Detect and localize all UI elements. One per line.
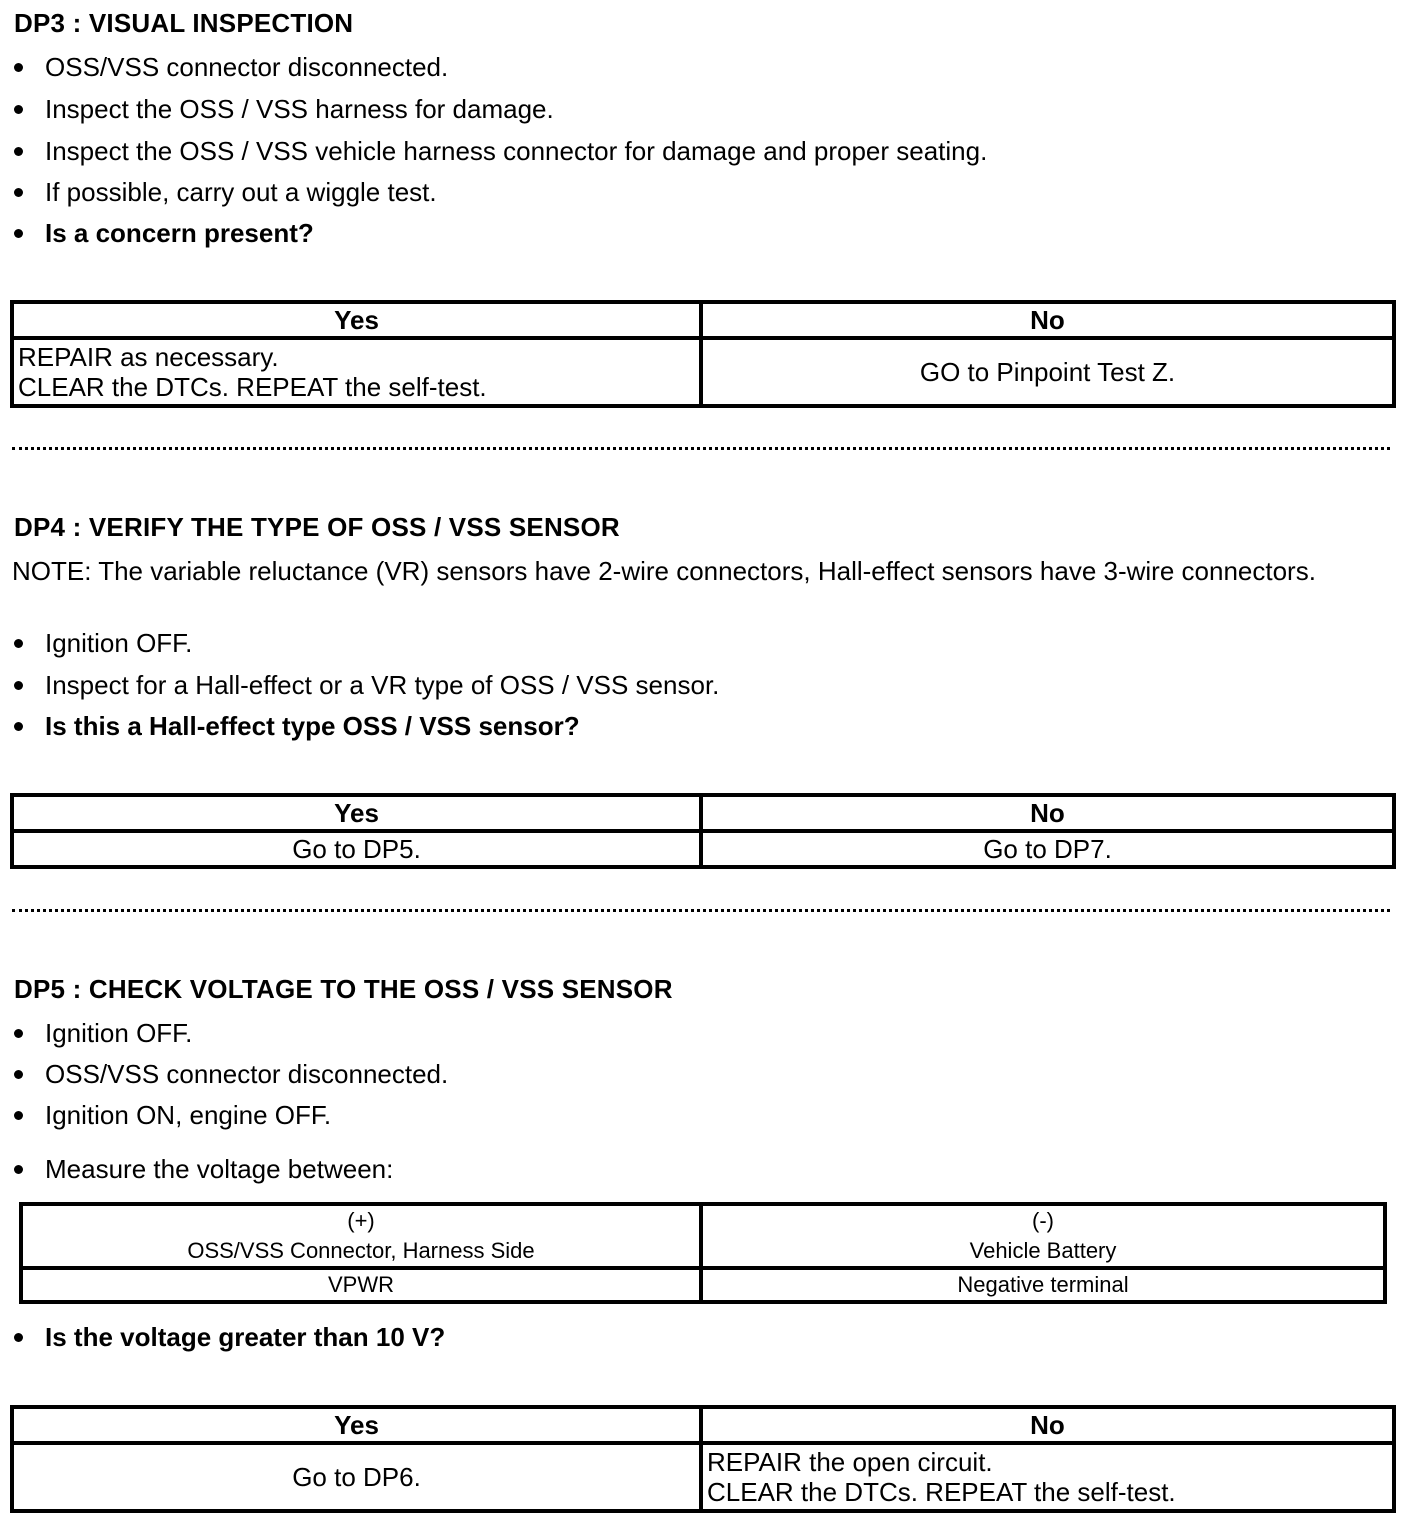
dp3-yes-line-2: CLEAR the DTCs. REPEAT the self-test. (18, 372, 487, 402)
dp5-question: Is the voltage greater than 10 V? (14, 1322, 445, 1353)
dp5-measure-table (19, 1202, 1387, 1304)
bullet-dot (14, 229, 23, 238)
dp5-no-cell (701, 1443, 1394, 1511)
dp4-question: Is this a Hall-effect type OSS / VSS sensor? (14, 711, 580, 742)
dp4-no-cell: Go to DP7. (701, 831, 1394, 867)
dp3-bullet-1: OSS/VSS connector disconnected. (14, 52, 448, 83)
dp4-bullet-1: Ignition OFF. (14, 628, 192, 659)
dp5-bullet-4: Measure the voltage between: (14, 1154, 393, 1185)
negative-symbol: (-) (1032, 1208, 1054, 1233)
dp5-bullet-1: Ignition OFF. (14, 1018, 192, 1049)
dp5-negative-value: Negative terminal (701, 1268, 1385, 1302)
bullet-dot (14, 105, 23, 114)
dp3-question: Is a concern present? (14, 218, 314, 249)
bullet-dot (14, 1333, 23, 1342)
dp3-bullet-4: If possible, carry out a wiggle test. (14, 177, 437, 208)
dp5-title: DP5 : CHECK VOLTAGE TO THE OSS / VSS SENSOR (14, 974, 673, 1004)
dp5-yes-cell: Go to DP6. (12, 1443, 701, 1511)
dp5-no-line-1: REPAIR the open circuit. (707, 1447, 993, 1477)
bullet-dot (14, 63, 23, 72)
dp4-yes-cell: Go to DP5. (12, 831, 701, 867)
bullet-dot (14, 681, 23, 690)
dp3-title: DP3 : VISUAL INSPECTION (14, 8, 354, 38)
bullet-dot (14, 188, 23, 197)
dp5-yes-header: Yes (12, 1407, 701, 1443)
dp3-decision-table (10, 300, 1396, 408)
dp4-bullet-2: Inspect for a Hall-effect or a VR type of OSS / VSS sensor. (14, 670, 719, 701)
dp5-bullet-3: Ignition ON, engine OFF. (14, 1100, 331, 1131)
dp3-bullet-3: Inspect the OSS / VSS vehicle harness connector for damage and proper seating. (14, 136, 987, 167)
dp4-no-header: No (701, 795, 1394, 831)
positive-label: OSS/VSS Connector, Harness Side (187, 1238, 535, 1263)
dp5-decision-table (10, 1405, 1396, 1513)
dp5-positive-value: VPWR (21, 1268, 701, 1302)
dp5-no-line-2: CLEAR the DTCs. REPEAT the self-test. (707, 1477, 1176, 1507)
bullet-dot (14, 1070, 23, 1079)
section-divider (12, 909, 1390, 912)
dp4-title: DP4 : VERIFY THE TYPE OF OSS / VSS SENSOR (14, 512, 620, 542)
bullet-dot (14, 1165, 23, 1174)
bullet-dot (14, 1029, 23, 1038)
bullet-dot (14, 147, 23, 156)
dp5-no-header: No (701, 1407, 1394, 1443)
dp5-negative-header (701, 1204, 1385, 1268)
dp3-yes-header: Yes (12, 302, 701, 338)
bullet-dot (14, 1111, 23, 1120)
bullet-dot (14, 722, 23, 731)
dp5-bullet-2: OSS/VSS connector disconnected. (14, 1059, 448, 1090)
dp3-yes-line-1: REPAIR as necessary. (18, 342, 279, 372)
dp3-no-header: No (701, 302, 1394, 338)
dp4-yes-header: Yes (12, 795, 701, 831)
dp4-note: NOTE: The variable reluctance (VR) sensors have 2-wire connectors, Hall-effect sensors have 3-wire connectors. (12, 556, 1316, 586)
bullet-dot (14, 639, 23, 648)
negative-label: Vehicle Battery (969, 1238, 1117, 1263)
dp3-bullet-2: Inspect the OSS / VSS harness for damage. (14, 94, 554, 125)
dp4-decision-table (10, 793, 1396, 869)
dp5-positive-header (21, 1204, 701, 1268)
dp3-no-cell: GO to Pinpoint Test Z. (701, 338, 1394, 406)
dp3-yes-cell (12, 338, 701, 406)
section-divider (12, 447, 1390, 450)
positive-symbol: (+) (347, 1208, 375, 1233)
